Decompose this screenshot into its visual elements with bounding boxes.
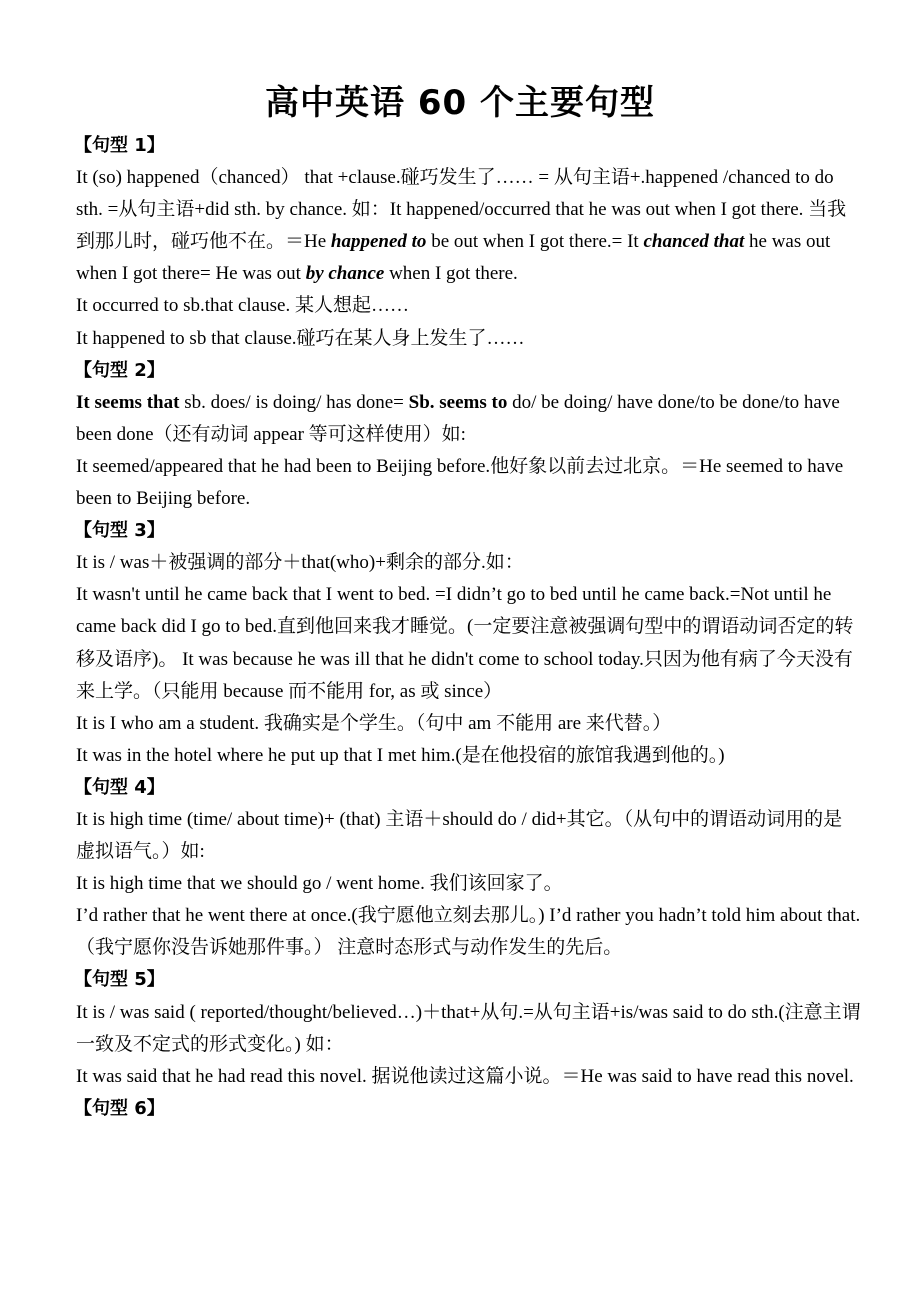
paragraph: It was in the hotel where he put up that I met him.(是在他投宿的旅馆我遇到他的。) [76, 744, 725, 766]
emphasis-text: chanced that [643, 231, 745, 253]
paragraph: It is / was＋被强调的部分＋that(who)+剩余的部分.如： [76, 552, 524, 574]
section-heading: 【句型 5】 [74, 969, 165, 991]
emphasis-text: happened to [330, 231, 427, 253]
paragraph: It (so) happened（chanced） that +clause.碰巧发生了…… = 从句主语+.happened /chanced to do sth. =从句主语+did sth. by chance. 如：It happened/occurred that he was out when I got there. 当我到那儿时，碰巧他不在。＝He happened to be out when I got there.= It chanced that he was out when I got there= He was out by chance when I got there. [76, 167, 847, 285]
paragraph: It was said that he had read this novel. 据说他读过这篇小说。＝He was said to have read this novel. [76, 1065, 854, 1087]
section-heading: 【句型 4】 [74, 776, 165, 798]
paragraph: I’d rather that he went there at once.(我宁愿他立刻去那儿。) I’d rather you hadn’t told him about that.（我宁愿你没告诉她那件事。） 注意时态形式与动作发生的先后。 [76, 905, 861, 959]
paragraph: It wasn't until he came back that I went to bed. =I didn’t go to bed until he came back.=Not until he came back did I go to bed.直到他回来我才睡觉。(一定要注意被强调句型中的谓语动词否定的转移及语序)。 It was because he was ill that he didn't come to school today.只因为他有病了今天没有来上学。（只能用 because 而不能用 for, as 或 since） [76, 584, 854, 702]
paragraph: It happened to sb that clause.碰巧在某人身上发生了…… [76, 327, 525, 349]
paragraph: It occurred to sb.that clause. 某人想起…… [76, 295, 409, 317]
paragraph: It is / was said ( reported/thought/believed…)＋that+从句.=从句主语+is/was said to do sth.(注意主谓一致及不定式的形式变化。) 如： [76, 1001, 861, 1055]
document-body [76, 130, 861, 1125]
paragraph: It is I who am a student. 我确实是个学生。（句中 am 不能用 are 来代替。） [76, 712, 672, 734]
bold-text: It seems that [76, 391, 180, 413]
section-heading: 【句型 2】 [74, 359, 165, 381]
bold-text: Sb. seems to [408, 391, 508, 413]
section-heading: 【句型 6】 [74, 1097, 165, 1119]
page-title: 高中英语 60 个主要句型 [265, 83, 655, 123]
paragraph: It seemed/appeared that he had been to Beijing before.他好象以前去过北京。＝He seemed to have been to Beijing before. [76, 455, 844, 510]
paragraph: It seems that sb. does/ is doing/ has done= Sb. seems to do/ be doing/ have done/to be done/to have been done（还有动词 appear 等可这样使用）如: [76, 391, 840, 445]
emphasis-text: by chance [305, 263, 385, 285]
section-heading: 【句型 3】 [74, 520, 165, 542]
paragraph: It is high time that we should go / went home. 我们该回家了。 [76, 873, 563, 895]
paragraph: It is high time (time/ about time)+ (that) 主语＋should do / did+其它。（从句中的谓语动词用的是虚拟语气。）如: [76, 808, 843, 863]
section-heading: 【句型 1】 [74, 135, 165, 156]
